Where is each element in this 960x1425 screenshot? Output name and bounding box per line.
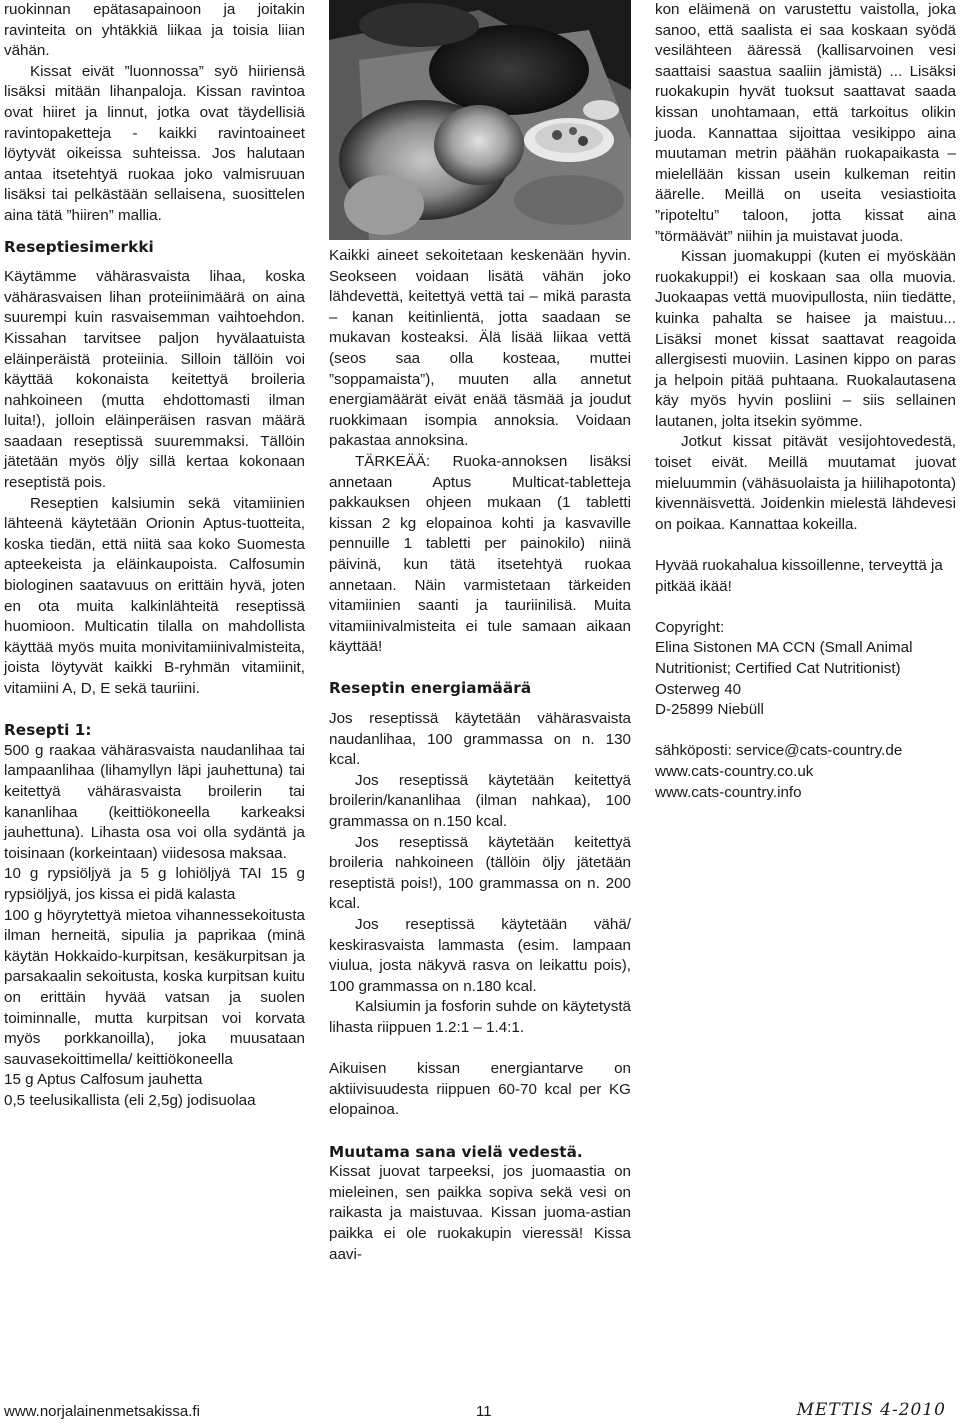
paragraph: Käytämme vähärasvaista lihaa, koska vähärasvaisen lihan proteiinimäärä on aina suurempi kuin rasvaisemman vaihtoehdon. Kissahan tarvitsee paljon hyvälaatuista eläinperäistä proteiinia. Silloin tällöin voi käyttää kokonaista keitettyä broileria nahkoineen (mutta ehdottomasti ilman luita!), jolloin eläinperäisen rasvan määrä saadaan reseptissä suuremmaksi. Tällöin jätetään myös öljy sillä kertaa kokonaan reseptistä pois. — [4, 268, 305, 492]
address-street: Osterweg 40 — [655, 680, 742, 698]
paragraph: Jos reseptissä käytetään keitettyä broileria nahkoineen (tällöin öljy jätetään reseptistä pois!), 100 grammassa on n. 200 kcal. — [329, 833, 631, 913]
copyright-label: Copyright: — [655, 618, 725, 636]
magazine-issue: METTIS 4-2010 — [796, 1400, 946, 1420]
paragraph: 500 g raakaa vähärasvaista naudanlihaa tai lampaanlihaa (lihamyllyn läpi jauhettuna) tai keitettyä vähärasvaista broilerin tai kananlihaa (keittiökoneella karkeaksi jauhettuna). Lihasta osa voi olla sydäntä ja toisinaan (korkeintaan) viidesosa maksaa. — [4, 741, 305, 862]
author-name: Elina Sistonen MA CCN (Small Animal Nutritionist; Certified Cat Nutritionist) — [655, 639, 913, 677]
paragraph: Jotkut kissat pitävät vesijohtovedestä, toiset eivät. Meillä muutamat juovat mieluummin (vähäsuolaista ja hiilihapotonta) kivennäisvettä. Joidenkin mielestä lähdevesi on poikaa. Kannattaa kokeilla. — [655, 433, 956, 533]
paragraph: TÄRKEÄÄ: Ruoka-annoksen lisäksi annetaan Aptus Multicat-tabletteja pakkauksen ohjeen mukaan (1 tabletti kissan 2 kg elopainoa kohti ja kasvaville pennuille 1 tabletti per painokilo) niinä päivinä, kun tätä itsetehtyä ruokaa annetaan. Näin varmistetaan tärkeiden vitamiinien saanti ja tauriinilisä. Muita vitamiinivalmisteita ei tule samaan aikaan käyttää! — [329, 452, 631, 656]
page-footer — [4, 1400, 952, 1422]
section-heading-recipe-example: Reseptiesimerkki — [4, 237, 154, 256]
paragraph: Jos reseptissä käytetään keitettyä broilerin/kananlihaa (ilman nahkaa), 100 grammassa on n.150 kcal. — [329, 771, 631, 831]
footer-url[interactable]: www.norjalainenmetsakissa.fi — [4, 1403, 200, 1420]
section-heading-recipe-1: Resepti 1: — [4, 721, 92, 740]
paragraph: Kissat eivät ”luonnossa” syö hiiriensä lisäksi mitään lihanpaloja. Kissan ravintoa ovat hiiret ja linnut, jotka ovat täydellisiä ravintopaketteja - kaikki ravintoaineet löytyvät oikeissa suhteissa. Jos halutaan antaa itsetehtyä ruokaa joko valmisruuan lisäksi tai pelkästään sellaisena, suosittelen aina tätä ”hiiren” mallia. — [4, 62, 305, 224]
address-city: D-25899 Niebüll — [655, 701, 764, 719]
page-number: 11 — [476, 1403, 492, 1420]
website-link[interactable]: www.cats-country.info — [655, 783, 802, 801]
paragraph: kon eläimenä on varustettu vaistolla, joka sanoo, että saalista ei saa koskaan syödä vesilähteen ääressä (kallisarvoinen vesi saattaisi saastua saaliin jämistä) ... Lisäksi ruokakupin hyvät tuoksut saattavat saada kissan unohtamaan, että tarkoitus olikin juoda. Kannattaa sijoittaa vesikippo aina muutaman metrin päähän ruokapaikasta – mielellään kissan usein kulkeman reitin äärelle. Meillä on useita vesiastioita ”ripoteltu” taloon, jotta kissat aina ”törmäävät” niihin ja muistavat juoda. — [655, 1, 956, 245]
paragraph: ruokinnan epätasapainoon ja joitakin ravinteita on yhtäkkiä liikaa ja toisia liian vähän. — [4, 1, 305, 60]
email-link[interactable]: sähköposti: service@cats-country.de — [655, 742, 903, 760]
paragraph: Kissan juomakuppi (kuten ei myöskään ruokakuppi!) ei koskaan saa olla muovia. Juokaapas vettä muovipullosta, niin tiedätte, kuinka pahalta se haisee ja maistuu... Lisäksi monet kissat saattavat reagoida allergisesti muoviin. Lasinen kippo on paras ja helpoin pitää puhtaana. Ruokalautasena käy myös hyvin posliini – siis sellainen lautanen, jolta itsekin syömme. — [655, 248, 956, 430]
column-1 — [4, 0, 305, 1111]
website-link[interactable]: www.cats-country.co.uk — [655, 762, 814, 780]
cat-photo-image — [329, 0, 631, 240]
paragraph: 100 g höyrytettyä mietoa vihannessekoitusta ilman herneitä, sipulia ja paprikaa (minä käytän Hokkaido-kurpitsan, kesäkurpitsan ja parsakaalin sekoitusta, koska kurpitsan kuitu on erittäin hyvää vatsan ja suolen toiminnalle, mutta kurpitsan voi korvata myös porkkanoilla), joka muusataan sauvasekoittimella/ keittiökoneella — [4, 906, 305, 1068]
paragraph: Jos reseptissä käytetään vähärasvaista naudanlihaa, 100 grammassa on n. 130 kcal. — [329, 710, 631, 769]
paragraph: 15 g Aptus Calfosum jauhetta — [4, 1071, 203, 1089]
column-2 — [329, 0, 631, 1265]
section-heading-water: Muutama sana vielä vedestä. — [329, 1142, 583, 1161]
column-3 — [655, 0, 956, 803]
closing-wish: Hyvää ruokahalua kissoillenne, terveyttä ja pitkää ikää! — [655, 557, 943, 595]
section-heading-energy: Reseptin energiamäärä — [329, 679, 532, 698]
paragraph: 0,5 teelusikallista (eli 2,5g) jodisuolaa — [4, 1091, 256, 1109]
paragraph: Kissat juovat tarpeeksi, jos juomaastia on mieleinen, sen paikka sopiva sekä vesi on raikasta ja maistuvaa. Kissan juoma-astian paikka ei ole ruokakupin vieressä! Kissa aavi- — [329, 1163, 631, 1263]
paragraph: Kalsiumin ja fosforin suhde on käytetystä lihasta riippuen 1.2:1 – 1.4:1. — [329, 998, 631, 1036]
paragraph: Reseptien kalsiumin sekä vitamiinien lähteenä käytetään Orionin Aptus-tuotteita, koska tiedän, että niitä saa koko Suomesta apteekeista ja eläinkaupoista. Calfosumin biologinen saatavuus on erittäin hyvä, joten en ota muita kalkinlähteitä reseptissä huomioon. Multicatin tilalla on mahdollista käyttää myös muita monivitamiinivalmisteita, joista löytyvät kaikki B-ryhmän vitamiinit, vitamiini A, D, E sekä tauriini. — [4, 494, 305, 697]
paragraph: Kaikki aineet sekoitetaan keskenään hyvin. Seokseen voidaan lisätä vähän joko lähdevettä, keitettyä vettä tai – mikä parasta – kanan keitinlientä, jotta saadaan se mukavan kosteaksi. Älä lisää liikaa vettä (seos saa olla kosteaa, muttei ”soppamaista”), muuten alla annetut energiamäärät eivät enää täsmää ja joudut ruokkimaan isompia annoksia. Voidaan pakastaa annoksina. — [329, 247, 631, 450]
cat-eating-photo — [329, 0, 631, 240]
paragraph: Jos reseptissä käytetään vähä/ keskirasvaista lammasta (esim. lampaan viulua, josta näkyvä rasva on leikattu pois), 100 grammassa on n.180 kcal. — [329, 916, 631, 995]
paragraph: Aikuisen kissan energiantarve on aktiivisuudesta riippuen 60-70 kcal per KG elopainoa. — [329, 1060, 631, 1119]
paragraph: 10 g rypsiöljyä ja 5 g lohiöljyä TAI 15 g rypsiöljyä, jos kissa ei pidä kalasta — [4, 865, 305, 903]
